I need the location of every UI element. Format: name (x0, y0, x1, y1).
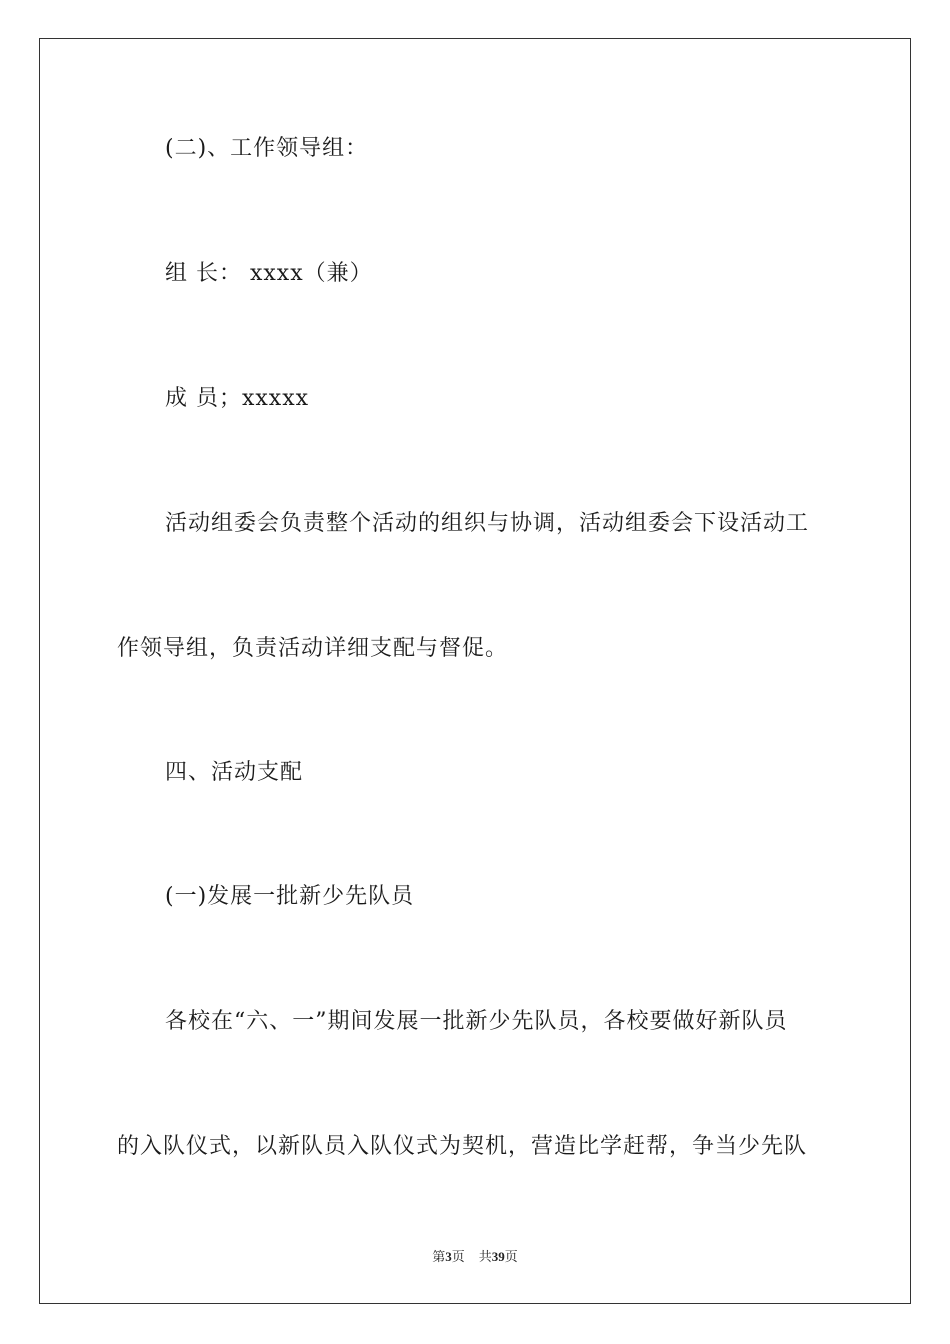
paragraph-line: 各校在“六、一”期间发展一批新少先队员，各校要做好新队员 (165, 1009, 788, 1034)
group-members-line: 成 员；xxxxx (165, 386, 310, 411)
footer-page-prefix: 第 (432, 1249, 446, 1264)
footer-page-suffix: 页 (451, 1249, 465, 1264)
paragraph-line: 的入队仪式，以新队员入队仪式为契机，营造比学赶帮，争当少先队 (117, 1134, 808, 1159)
footer-page-number: 3 (445, 1249, 452, 1264)
page-border (39, 38, 911, 1304)
footer-total-suffix: 页 (504, 1249, 518, 1264)
footer-total-pages: 39 (491, 1249, 505, 1264)
paragraph-line: 活动组委会负责整个活动的组织与协调，活动组委会下设活动工 (165, 511, 810, 536)
section-heading-activity-arrangement: 四、活动支配 (165, 760, 304, 785)
paragraph-line: 作领导组，负责活动详细支配与督促。 (117, 636, 509, 661)
section-heading-leadership-group: (二)、工作领导组： (165, 136, 369, 161)
group-leader-line: 组 长： xxxx（兼） (165, 261, 373, 286)
footer-total-prefix: 共 (478, 1249, 492, 1264)
subsection-heading-new-members: (一)发展一批新少先队员 (165, 884, 415, 909)
page-footer (0, 1248, 950, 1266)
